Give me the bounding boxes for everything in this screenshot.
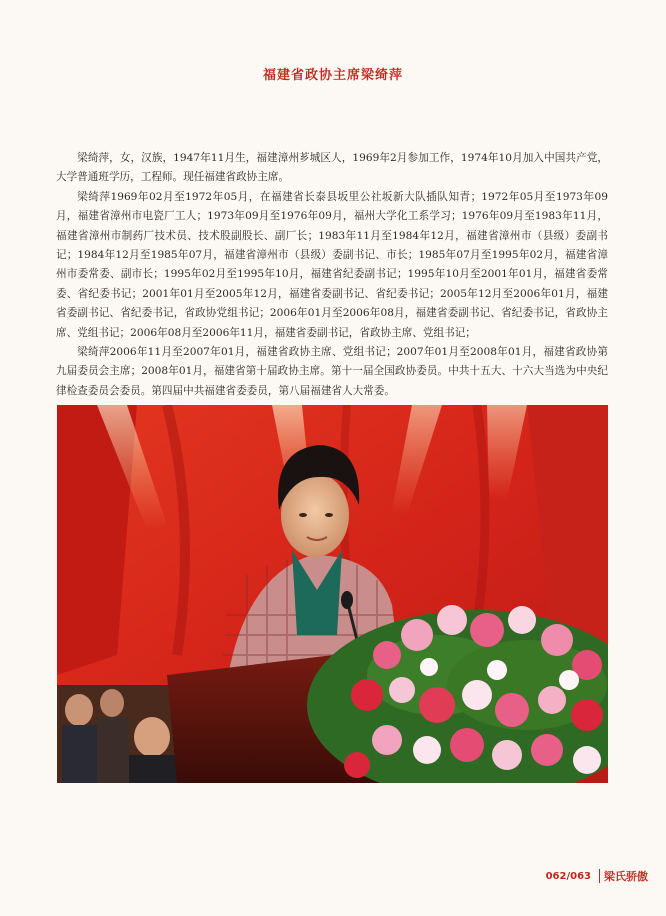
speech-at-podium-illustration — [57, 405, 608, 783]
paragraph-intro: 梁绮萍，女，汉族，1947年11月生，福建漳州芗城区人，1969年2月参加工作，1974年10月加入中国共产党，大学普通班学历，工程师。现任福建省政协主席。 — [56, 152, 608, 184]
page-numbers: 062/063 — [545, 870, 591, 882]
article-body — [56, 149, 608, 401]
page-footer — [546, 868, 648, 884]
footer-divider — [599, 869, 600, 883]
article-title: 福建省政协主席梁绮萍 — [262, 68, 403, 83]
paragraph-career: 梁绮萍1969年02月至1972年05月，在福建省长泰县坂里公社坂新大队插队知青；1972年05月至1973年09月，福建省漳州市电瓷厂工人；1973年09月至1976年09月，福州大学化工系学习；1976年09月至1983年11月，福建省漳州市制药厂技术员、技术股副股长、副厂长；1983年11月至1984年12月，福建省漳州市（县级）委副书记；1984年12月至1985年07月，福建省漳州市（县级）委副书记、市长；1985年07月至1995年02月，福建省漳州市委常委、副市长；1995年02月至1995年10月，福建省纪委副书记；1995年10月至2001年01月，福建省委常委、省纪委书记；2001年01月至2005年12月，福建省委副书记、省纪委书记；2005年12月至2006年01月，福建省委副书记、省纪委书记，省政协党组书记；2006年01月至2006年08月，福建省委副书记、省纪委书记，省政协主席、党组书记；2006年08月至2006年11月，福建省委副书记，省政协主席、党组书记； — [56, 190, 608, 339]
speech-photo — [57, 405, 608, 783]
paragraph-current: 梁绮萍2006年11月至2007年01月，福建省政协主席、党组书记；2007年01月至2008年01月，福建省政协第九届委员会主席；2008年01月，福建省第十届政协主席。第十一届全国政协委员。中共十五大、十六大当选为中央纪律检查委员会委员。第四届中共福建省委委员，第八届福建省人大常委。 — [56, 346, 608, 397]
book-title: 梁氏骄傲 — [604, 870, 648, 883]
